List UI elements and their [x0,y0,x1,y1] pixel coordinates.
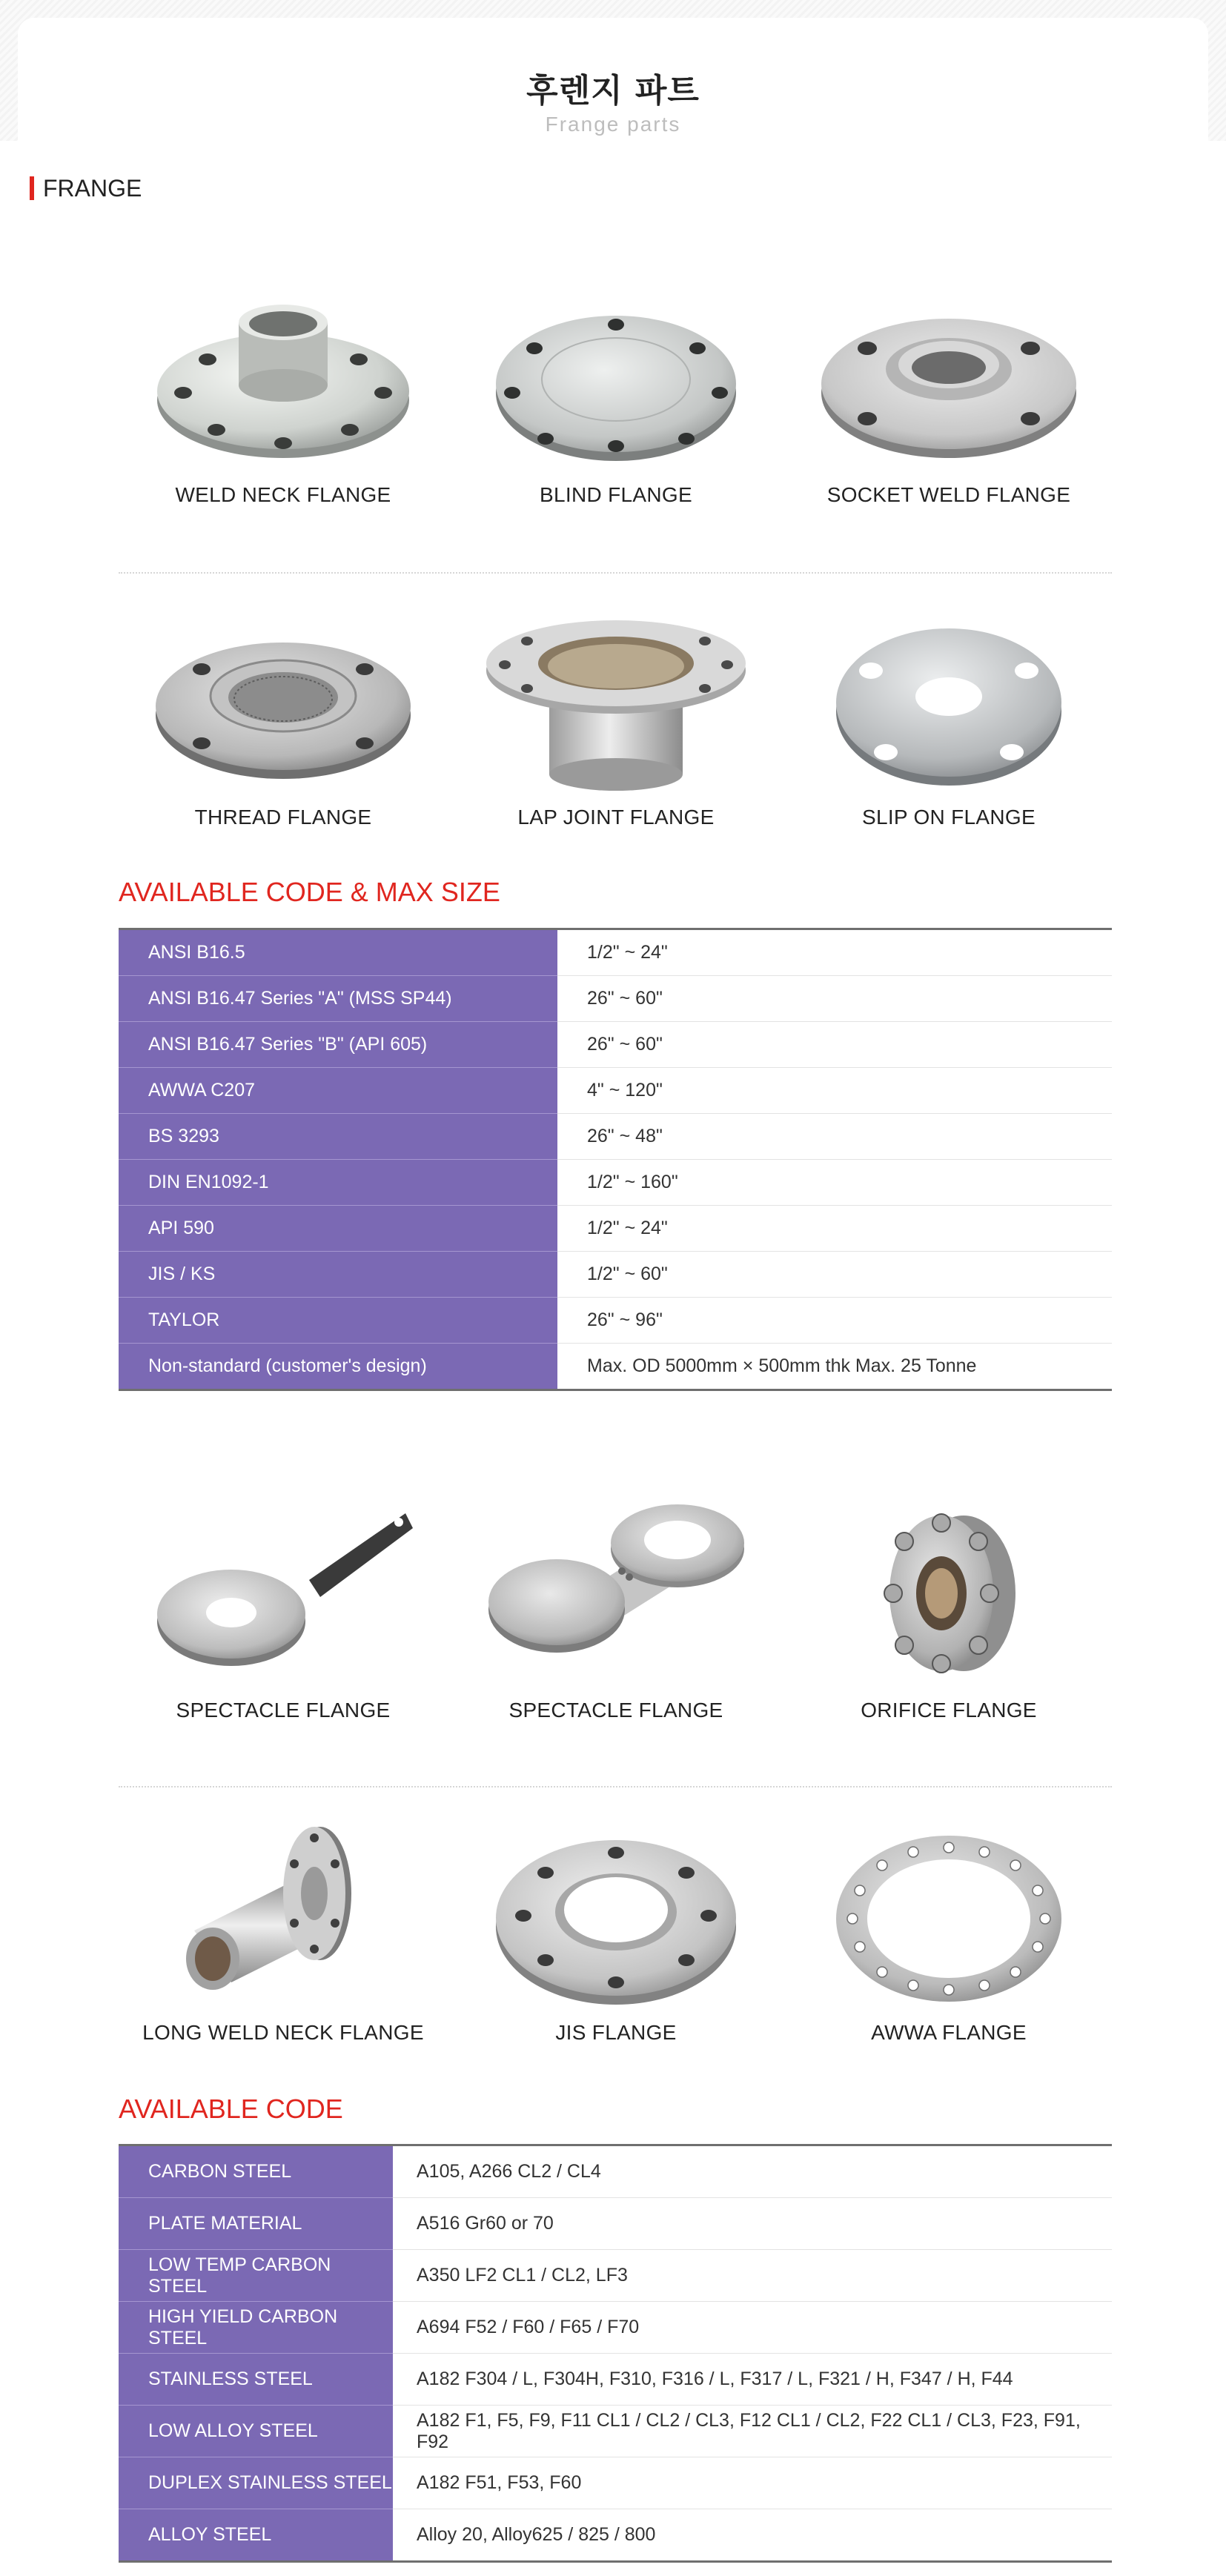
table-row [119,2457,1112,2509]
product-slip-on-flange[interactable] [801,604,1097,829]
table-row [119,929,1112,976]
code-cell: API 590 [119,1206,557,1252]
size-cell: 26" ~ 60" [557,976,1112,1022]
size-cell: 4" ~ 120" [557,1068,1112,1114]
code-cell: A182 F51, F53, F60 [393,2457,1112,2509]
product-label: WELD NECK FLANGE [175,483,391,506]
size-cell: 26" ~ 96" [557,1298,1112,1344]
table-row [119,2145,1112,2198]
table-row [119,976,1112,1022]
table-row [119,2250,1112,2302]
code-cell: ANSI B16.47 Series "B" (API 605) [119,1022,557,1068]
material-cell: ALLOY STEEL [119,2509,393,2562]
code-cell: JIS / KS [119,1252,557,1298]
divider [119,1786,1112,1787]
product-label: SLIP ON FLANGE [862,806,1036,829]
spacer-flange-photo [150,1497,417,1690]
size-cell: 1/2" ~ 60" [557,1252,1112,1298]
product-socket-weld-flange[interactable] [801,282,1097,507]
table-row [119,2302,1112,2354]
product-label: LONG WELD NECK FLANGE [142,2021,424,2044]
table-row [119,1022,1112,1068]
code-cell: AWWA C207 [119,1068,557,1114]
product-label: LAP JOINT FLANGE [517,806,715,829]
product-thread-flange[interactable] [135,604,431,829]
code-cell: A694 F52 / F60 / F65 / F70 [393,2302,1112,2354]
table-row [119,1206,1112,1252]
product-long-weld-neck-flange[interactable] [135,1819,431,2045]
code-cell: A182 F304 / L, F304H, F310, F316 / L, F317 / L, F321 / H, F347 / H, F44 [393,2354,1112,2406]
code-cell: A105, A266 CL2 / CL4 [393,2145,1112,2198]
code-cell: A350 LF2 CL1 / CL2, LF3 [393,2250,1112,2302]
product-spacer-flange[interactable] [135,1497,431,1722]
code-size-table [119,928,1112,1391]
spec-title-code-size: AVAILABLE CODE & MAX SIZE [119,877,500,907]
socket-weld-flange-photo [815,282,1082,474]
code-cell: ANSI B16.47 Series "A" (MSS SP44) [119,976,557,1022]
size-cell: 26" ~ 48" [557,1114,1112,1160]
product-label: AWWA FLANGE [871,2021,1027,2044]
table-row [119,1298,1112,1344]
table-row [119,2509,1112,2562]
product-weld-neck-flange[interactable] [135,282,431,507]
lap-joint-flange-photo [483,604,749,797]
product-label: SOCKET WELD FLANGE [826,483,1071,506]
code-cell: ANSI B16.5 [119,929,557,976]
table-row [119,2354,1112,2406]
product-label: JIS FLANGE [555,2021,677,2044]
spec-title-code: AVAILABLE CODE [119,2094,343,2124]
table-row [119,1252,1112,1298]
size-cell: 26" ~ 60" [557,1022,1112,1068]
material-code-table [119,2144,1112,2563]
size-cell: 1/2" ~ 24" [557,1206,1112,1252]
size-cell: 1/2" ~ 24" [557,929,1112,976]
table-row [119,1114,1112,1160]
code-cell: Non-standard (customer's design) [119,1344,557,1390]
product-blind-flange[interactable] [468,282,764,507]
product-spectacle-blind[interactable] [468,1497,764,1722]
code-cell: A516 Gr60 or 70 [393,2198,1112,2250]
table-row [119,1068,1112,1114]
material-cell: STAINLESS STEEL [119,2354,393,2406]
product-orifice-flange[interactable] [801,1497,1097,1722]
material-cell: DUPLEX STAINLESS STEEL [119,2457,393,2509]
code-cell: TAYLOR [119,1298,557,1344]
code-cell: A182 F1, F5, F9, F11 CL1 / CL2 / CL3, F12 CL1 / CL2, F22 CL1 / CL3, F23, F91, F92 [393,2406,1112,2457]
code-cell: DIN EN1092-1 [119,1160,557,1206]
product-jis-flange[interactable] [468,1819,764,2045]
divider [119,572,1112,574]
product-label: SPECTACLE FLANGE [176,1699,391,1722]
material-cell: LOW ALLOY STEEL [119,2406,393,2457]
size-cell: 1/2" ~ 160" [557,1160,1112,1206]
table-row [119,2198,1112,2250]
section-marker [30,176,34,200]
product-lap-joint-flange[interactable] [468,604,764,829]
product-label: BLIND FLANGE [540,483,692,506]
thread-flange-photo [150,604,417,797]
code-cell: BS 3293 [119,1114,557,1160]
product-label: ORIFICE FLANGE [861,1699,1037,1722]
table-row [119,1344,1112,1390]
material-cell: PLATE MATERIAL [119,2198,393,2250]
material-cell: CARBON STEEL [119,2145,393,2198]
long-weld-neck-flange-photo [150,1819,417,2012]
code-cell: Alloy 20, Alloy625 / 825 / 800 [417,2524,656,2545]
section-label [30,173,142,203]
slip-on-flange-photo [815,604,1082,797]
section-label-text: FRANGE [43,174,142,202]
blind-flange-photo [483,282,749,474]
jis-flange-photo [483,1819,749,2012]
product-label: THREAD FLANGE [194,806,372,829]
table-row [119,2406,1112,2457]
size-cell: Max. OD 5000mm × 500mm thk Max. 25 Tonne [587,1355,977,1376]
material-cell: LOW TEMP CARBON STEEL [119,2250,393,2302]
spectacle-blind-photo [483,1497,749,1690]
page-subtitle: Frange parts [545,113,681,136]
material-cell: HIGH YIELD CARBON STEEL [119,2302,393,2354]
product-awwa-flange[interactable] [801,1819,1097,2045]
weld-neck-flange-photo [150,282,417,474]
orifice-flange-photo [815,1497,1082,1690]
awwa-flange-photo [815,1819,1082,2012]
page-title: 후렌지 파트 [526,72,700,110]
table-row [119,1160,1112,1206]
product-label: SPECTACLE FLANGE [508,1699,723,1722]
